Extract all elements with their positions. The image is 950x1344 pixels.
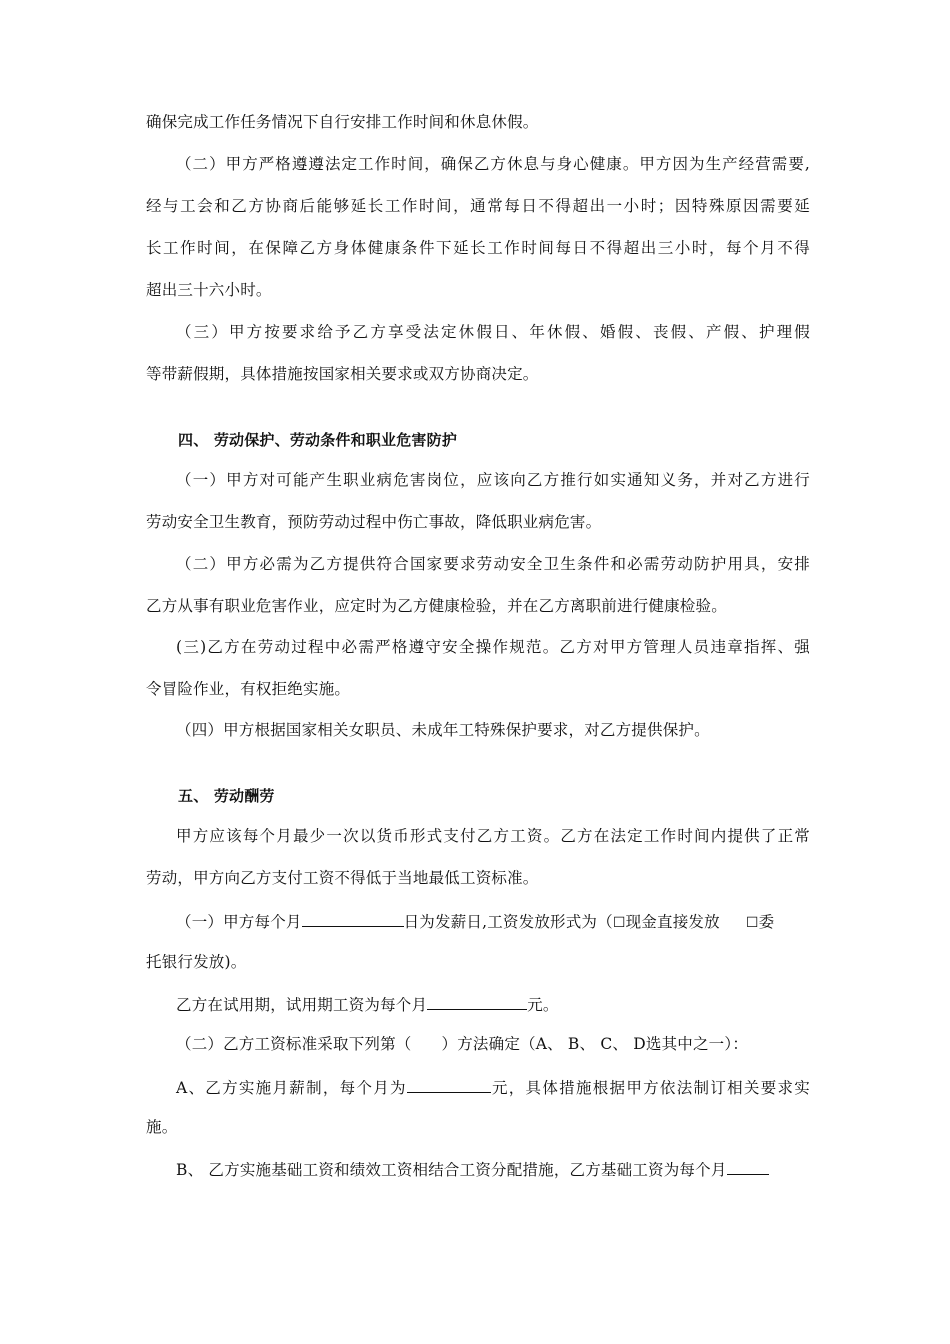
paragraph-line: 乙方从事有职业危害作业，应定时为乙方健康检验，并在乙方离职前进行健康检验。 [146,597,727,615]
base-salary-blank-field[interactable] [727,1158,769,1175]
paragraph-line: （二）甲方必需为乙方提供符合国家要求劳动安全卫生条件和必需劳动防护用具，安排 [176,555,810,573]
paragraph-line-option-b [176,1158,810,1180]
paragraph-line: 等带薪假期，具体措施按国家相关要求或双方协商决定。 [146,365,539,383]
checkbox-cash[interactable]: ☐ [612,915,626,931]
paragraph-line: 超出三十六小时。 [146,281,272,299]
paragraph-line: 劳动安全卫生教育，预防劳动过程中伤亡事故，降低职业病危害。 [146,513,602,531]
text-span: 委 [758,913,775,931]
paragraph-line: （一）甲方对可能产生职业病危害岗位，应该向乙方推行如实通知义务，并对乙方进行 [176,471,810,489]
paragraph-line: （二）甲方严格遵遵法定工作时间，确保乙方休息与身心健康。甲方因为生产经营需要, [176,155,810,173]
paragraph-line-option-a [176,1076,810,1098]
payday-blank-field[interactable] [302,910,404,927]
text-span: A、乙方实施月薪制，每个月为 [176,1079,407,1097]
monthly-salary-blank-field[interactable] [407,1076,491,1093]
paragraph-line: 经与工会和乙方协商后能够延长工作时间，通常每日不得超出一小时；因特殊原因需要延 [146,197,810,215]
paragraph-line: 劳动，甲方向乙方支付工资不得低于当地最低工资标准。 [146,869,539,887]
paragraph-line: （三）甲方按要求给予乙方享受法定休假日、年休假、婚假、丧假、产假、护理假 [176,323,810,341]
section-heading: 四、 劳动保护、劳动条件和职业危害防护 [178,431,458,449]
paragraph-line: (三)乙方在劳动过程中必需严格遵守安全操作规范。乙方对甲方管理人员违章指挥、强 [176,638,810,656]
paragraph-line-payday [176,910,810,933]
paragraph-line: （四）甲方根据国家相关女职员、未成年工特殊保护要求，对乙方提供保护。 [176,721,710,739]
text-span: 现金直接发放 [625,913,720,931]
probation-wage-blank-field[interactable] [427,993,527,1010]
paragraph-line: 施。 [146,1118,178,1136]
text-span: （一）甲方每个月 [176,913,302,931]
text-span: ）方法确定（A、 B、 C、 D选其中之一）： [441,1035,749,1053]
paragraph-line-probation [176,993,810,1015]
paragraph-line: 甲方应该每个月最少一次以货币形式支付乙方工资。乙方在法定工作时间内提供了正常 [176,827,810,845]
paragraph-line: 长工作时间，在保障乙方身体健康条件下延长工作时间每日不得超出三小时，每个月不得 [146,239,810,257]
text-span: 乙方在试用期，试用期工资为每个月 [176,996,428,1014]
paragraph-line: 令冒险作业，有权拒绝实施。 [146,680,351,698]
paragraph-line: 确保完成工作任务情况下自行安排工作时间和休息休假。 [146,113,539,131]
text-span: B、 乙方实施基础工资和绩效工资相结合工资分配措施，乙方基础工资为每个月 [176,1161,727,1179]
text-span: 元，具体措施根据甲方依法制订相关要求实 [490,1079,810,1097]
paragraph-line: 托银行发放)。 [146,953,247,971]
checkbox-bank[interactable]: ☐ [745,915,759,931]
text-span: 日为发薪日,工资发放形式为（ [403,913,613,931]
text-span: （二）乙方工资标准采取下列第（ [176,1035,412,1053]
section-heading: 五、 劳动酬劳 [178,787,275,805]
paragraph-line-method [176,1034,810,1054]
text-span: 元。 [527,996,559,1014]
